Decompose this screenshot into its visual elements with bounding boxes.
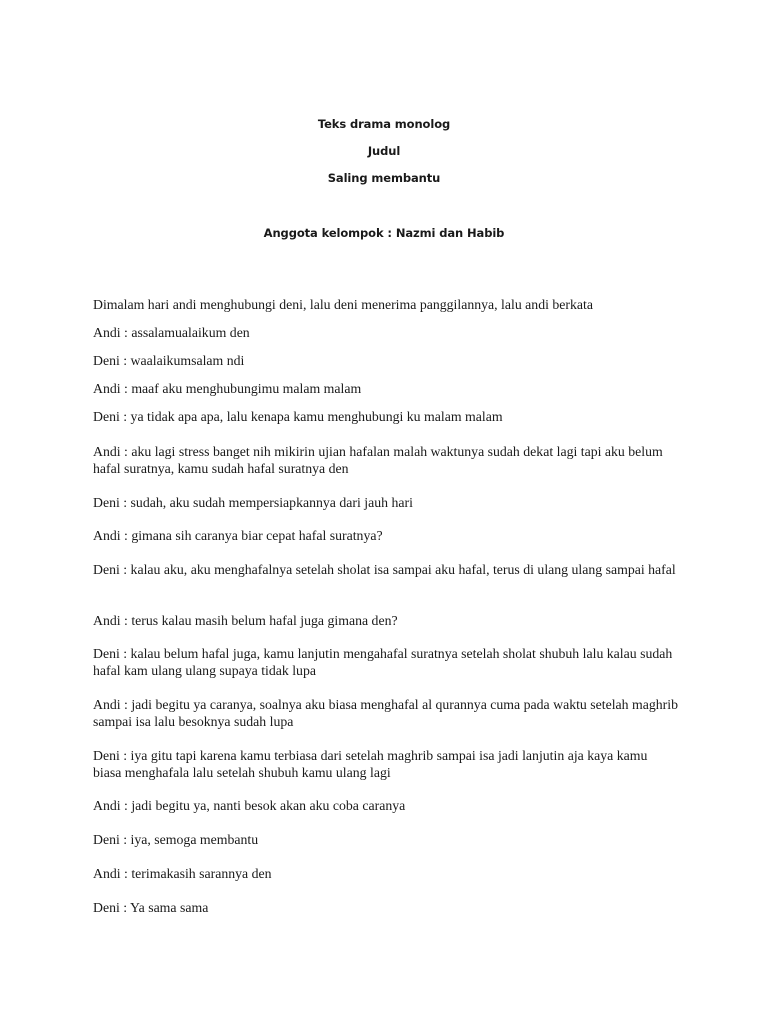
dialogue-line: Deni : ya tidak apa apa, lalu kenapa kamu menghubungi ku malam malam [93, 409, 503, 424]
narration-paragraph: Dimalam hari andi menghubungi deni, lalu deni menerima panggilannya, lalu andi berkata [93, 297, 593, 312]
dialogue-line: Andi : gimana sih caranya biar cepat hafal suratnya? [93, 528, 383, 543]
dialogue-line: Deni : iya gitu tapi karena kamu terbiasa dari setelah maghrib sampai isa jadi lanjutin aja kaya kamu biasa menghafala lalu setelah shubuh kamu ulang lagi [93, 748, 648, 780]
dialogue-line: Deni : waalaikumsalam ndi [93, 353, 245, 368]
dialogue-line: Andi : maaf aku menghubungimu malam malam [93, 381, 362, 396]
dialogue-line: Deni : kalau aku, aku menghafalnya setelah sholat isa sampai aku hafal, terus di ulang ulang sampai hafal [93, 562, 676, 577]
dialogue-line: Andi : jadi begitu ya caranya, soalnya aku biasa menghafal al qurannya cuma pada waktu setelah maghrib sampai isa lalu besoknya sudah lupa [93, 697, 678, 729]
dialogue-line: Andi : terus kalau masih belum hafal juga gimana den? [93, 613, 398, 628]
judul-label: Judul [367, 144, 401, 158]
dialogue-line: Andi : assalamualaikum den [93, 325, 250, 340]
document-title: Teks drama monolog [317, 117, 451, 131]
group-members: Anggota kelompok : Nazmi dan Habib [263, 226, 505, 240]
dialogue-line: Deni : Ya sama sama [93, 900, 209, 915]
dialogue-line: Andi : terimakasih sarannya den [93, 866, 272, 881]
dialogue-line: Andi : aku lagi stress banget nih mikirin ujian hafalan malah waktunya sudah dekat lagi tapi aku belum hafal suratnya, kamu sudah hafal suratnya den [93, 444, 663, 476]
dialogue-line: Deni : kalau belum hafal juga, kamu lanjutin mengahafal suratnya setelah sholat shubuh lalu kalau sudah hafal kam ulang ulang supaya tidak lupa [93, 646, 673, 678]
judul-value: Saling membantu [327, 171, 441, 185]
dialogue-line: Andi : jadi begitu ya, nanti besok akan aku coba caranya [93, 798, 406, 813]
dialogue-line: Deni : iya, semoga membantu [93, 832, 259, 847]
dialogue-line: Deni : sudah, aku sudah mempersiapkannya dari jauh hari [93, 495, 413, 510]
